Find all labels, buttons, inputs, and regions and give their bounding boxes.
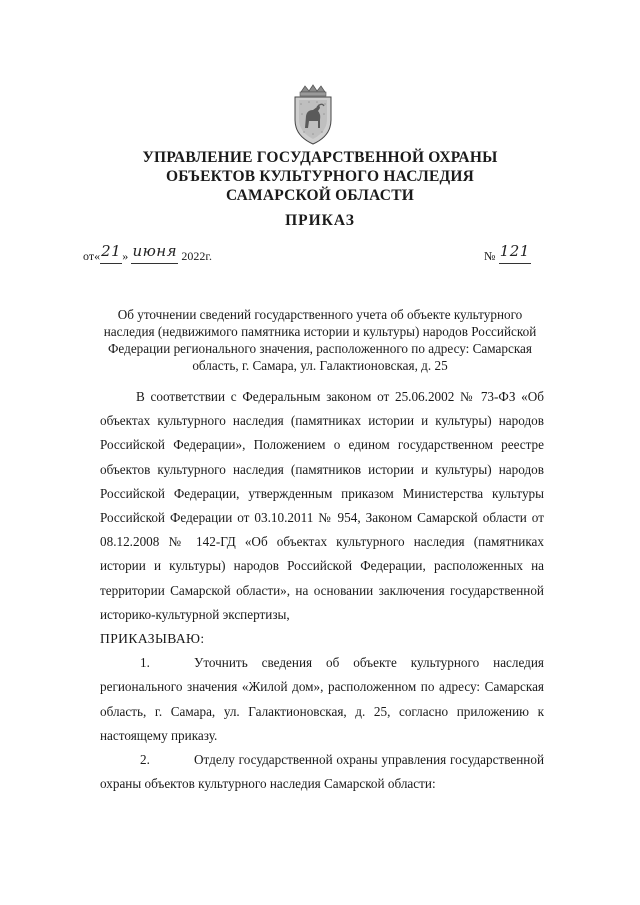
- subject-line-2: наследия (недвижимого памятника истории и культуры) народов Российской: [103, 324, 537, 339]
- order-item-2: [100, 748, 544, 796]
- subject-line-1: Об уточнении сведений государственного учета об объекте культурного: [117, 307, 523, 322]
- order-subject: [100, 306, 540, 374]
- order-number: [484, 242, 564, 272]
- order-directive: ПРИКАЗЫВАЮ:: [100, 631, 205, 647]
- subject-line-4: область, г. Самара, ул. Галактионовская, д. 25: [192, 358, 448, 373]
- order-number-value: 121: [499, 242, 530, 260]
- order-item-text: Уточнить сведения об объекте культурного наследия регионального значения «Жилой дом», расположенном по адресу: Самарская область, г. Самара, ул. Галактионовская, д. 25, согласно приложению к настоящему приказу.: [100, 655, 544, 743]
- order-item-number: 2.: [140, 752, 150, 768]
- org-line-3: САМАРСКОЙ ОБЛАСТИ: [225, 187, 414, 204]
- number-sign: №: [484, 249, 496, 263]
- date-prefix: от: [83, 249, 95, 263]
- date-open-quote: «: [94, 249, 101, 263]
- org-line-1: УПРАВЛЕНИЕ ГОСУДАРСТВЕННОЙ ОХРАНЫ: [142, 149, 498, 166]
- order-item-1: [100, 651, 544, 748]
- samara-coat-of-arms-icon: [287, 84, 339, 146]
- date-year: 2022: [181, 249, 206, 263]
- date-day: 21: [101, 242, 122, 260]
- order-body: [100, 385, 544, 796]
- order-date: [83, 242, 283, 272]
- subject-line-3: Федерации регионального значения, расположенного по адресу: Самарская: [108, 341, 532, 356]
- date-year-suffix: г.: [205, 249, 212, 263]
- organization-name: [80, 148, 560, 205]
- order-item-number: 1.: [140, 655, 150, 671]
- preamble-paragraph: В соответствии с Федеральным законом от 25.06.2002 № 73-ФЗ «Об объектах культурного наследия (памятниках истории и культуры) народов Российской Федерации», Положением о едином государственном реестре объектов культурного наследия (памятников истории и культуры) народов Российской Федерации, утвержденным приказом Министерства культуры Российской Федерации от 03.10.2011 № 954, Законом Самарской области от 08.12.2008 № 142-ГД «Об объектах культурного наследия (памятниках истории и культуры) народов Российской Федерации, расположенных на территории Самарской области», на основании заключения государственной историко-культурной экспертизы,: [100, 389, 544, 622]
- order-item-text: Отделу государственной охраны управления государственной охраны объектов культурного наследия Самарской области:: [100, 752, 544, 792]
- date-close-quote: »: [122, 249, 129, 263]
- document-type-title: ПРИКАЗ: [285, 212, 355, 229]
- org-line-2: ОБЪЕКТОВ КУЛЬТУРНОГО НАСЛЕДИЯ: [165, 168, 475, 185]
- date-month: июня: [132, 242, 178, 260]
